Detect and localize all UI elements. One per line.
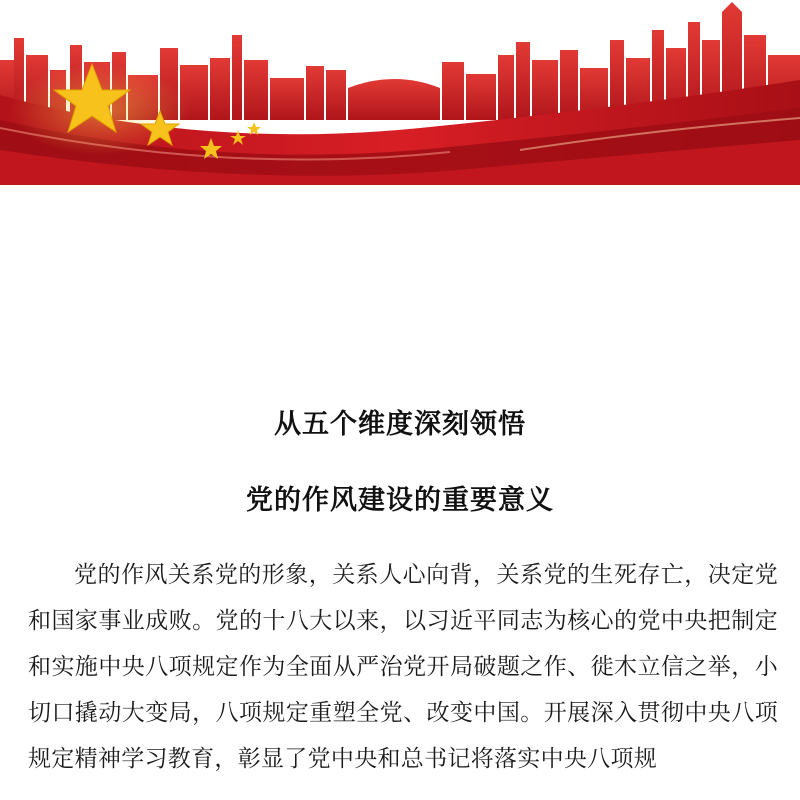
header-banner	[0, 0, 800, 185]
star-icon	[247, 122, 261, 135]
article-paragraph: 党的作风关系党的形象，关系人心向背，关系党的生死存亡，决定党和国家事业成败。党的十八大以来，以习近平同志为核心的党中央把制定和实施中央八项规定作为全面从严治党开局破题之作、徙木立信之举，小切口撬动大变局，八项规定重塑全党、改变中国。开展深入贯彻中央八项规定精神学习教育，彰显了党中央和总书记将落实中央八项规	[28, 562, 778, 772]
article-title-line-2: 党的作风建设的重要意义	[246, 485, 554, 516]
article-title-line-1: 从五个维度深刻领悟	[274, 409, 526, 440]
banner-graphic	[0, 0, 800, 185]
